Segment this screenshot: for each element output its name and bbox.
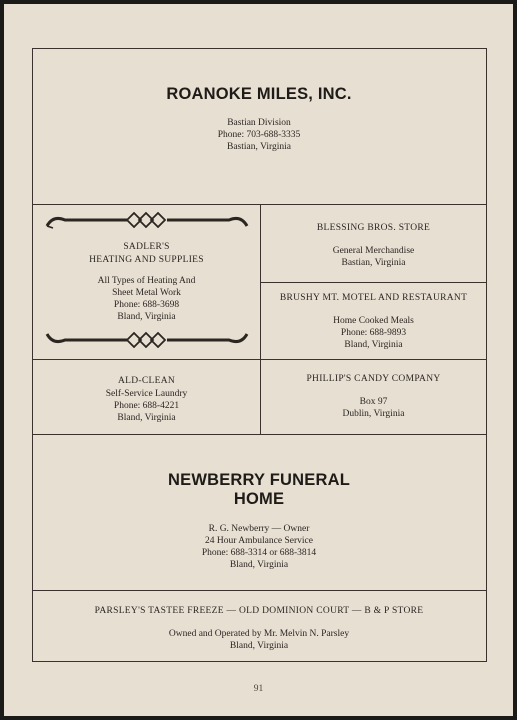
divider [33,590,486,591]
yearbook-page [4,4,513,716]
business-name: SADLER'S [123,242,170,252]
ad-blessing-bros [261,222,486,269]
business-name: NEWBERRY FUNERAL [168,471,350,489]
divider [261,282,486,283]
ad-line: Bland, Virginia [229,641,289,651]
ad-line: General Merchandise [332,246,415,256]
ad-line: Bastian, Virginia [341,258,406,268]
ad-line: Bland, Virginia [344,340,403,350]
ad-line: Phone: 703-688-3335 [217,130,301,140]
business-name: PARSLEY'S TASTEE FREEZE — OLD DOMINION COURT — B & P STORE [94,606,424,616]
ad-brushy-mt [261,292,486,351]
divider [33,434,486,435]
business-name: BLESSING BROS. STORE [316,223,431,233]
page-number: 91 [253,684,264,694]
ad-sadlers [33,241,260,323]
ad-line: 24 Hour Ambulance Service [205,536,313,546]
ad-parsleys [33,605,485,652]
ad-line: Box 97 [359,397,388,407]
ad-phillips-candy [261,373,486,420]
business-name: ALD-CLEAN [117,376,176,386]
ad-line: Home Cooked Meals [333,316,414,326]
business-name: HEATING AND SUPPLIES [89,255,204,265]
ad-ald-clean [33,375,260,424]
ad-line: Bastian Division [227,118,291,128]
ad-line: All Types of Heating And [97,276,196,286]
business-name: PHILLIP'S CANDY COMPANY [306,374,441,384]
ornament-top [45,211,249,231]
advertisement-frame [32,48,487,662]
business-name: BRUSHY MT. MOTEL AND RESTAURANT [279,293,468,303]
business-name: ROANOKE MILES, INC. [166,85,352,103]
ad-line: Phone: 688-9893 [340,328,407,338]
ad-line: Self-Service Laundry [105,389,188,399]
ornament-bottom [45,329,249,349]
business-name: HOME [233,490,285,508]
ad-line: Sheet Metal Work [112,288,181,298]
ad-line: Owned and Operated by Mr. Melvin N. Parsley [168,629,350,639]
ad-line: Phone: 688-4221 [113,401,180,411]
ad-line: Dublin, Virginia [342,409,405,419]
ad-line: Phone: 688-3314 or 688-3814 [201,548,317,558]
ad-roanoke-miles [33,85,485,153]
ad-line: Bland, Virginia [117,312,176,322]
ad-newberry-funeral [33,471,485,571]
ad-line: R. G. Newberry — Owner [208,524,310,534]
ad-line: Bastian, Virginia [227,142,291,152]
ad-line: Bland, Virginia [229,560,289,570]
ad-line: Phone: 688-3698 [113,300,180,310]
ad-line: Bland, Virginia [117,413,176,423]
